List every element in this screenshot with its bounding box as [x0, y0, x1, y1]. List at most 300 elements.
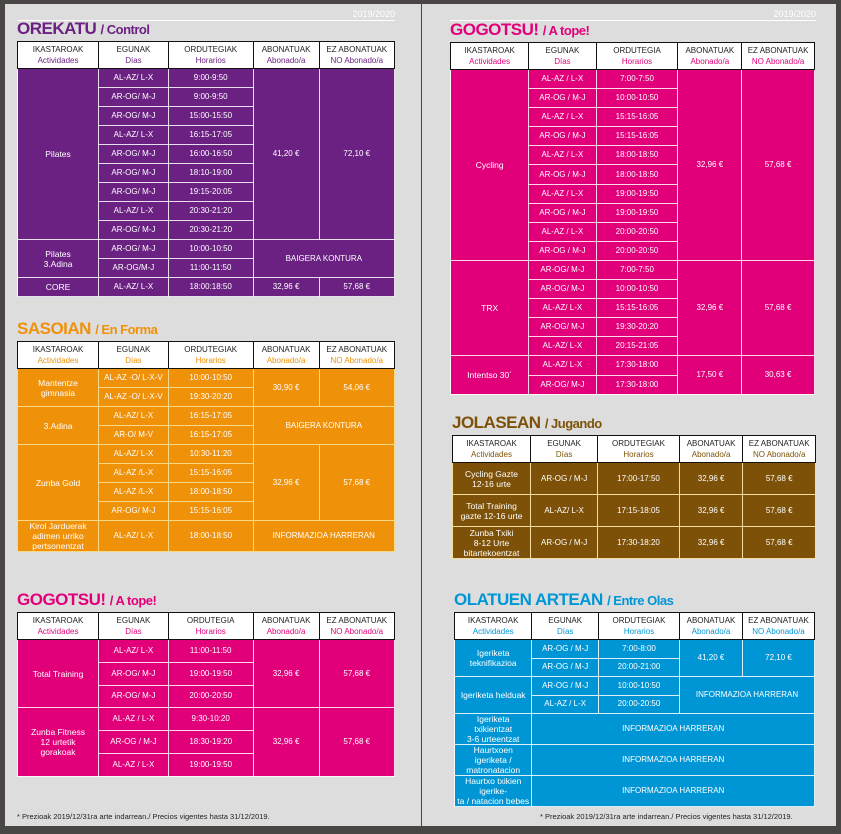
column-header: [451, 43, 529, 70]
time-cell: 20:00-20:50: [598, 695, 679, 714]
header-es: Actividades: [471, 450, 512, 459]
header-es: NO Abonado/a: [330, 356, 384, 365]
time-cell: 19:30-20:20: [168, 388, 253, 407]
member-price: 41,20 €: [253, 69, 319, 240]
table-row: [453, 527, 816, 559]
days-cell: AR-OG / M-J: [532, 677, 599, 696]
member-price: 32,96 €: [679, 527, 743, 559]
column-header: [18, 613, 99, 640]
time-cell: 20:00-20:50: [596, 222, 678, 241]
header-es: Abonado/a: [266, 627, 306, 636]
section-title-main: OREKATU: [17, 19, 97, 38]
column-header: [168, 342, 253, 369]
column-header: [596, 43, 678, 70]
activity-name: Haurtxoen igeriketa / matronatacion: [455, 745, 532, 776]
days-cell: AL-AZ/ L-X: [99, 445, 169, 464]
header-es: Horarios: [623, 450, 654, 459]
days-cell: AR-OG/ M-J: [529, 260, 596, 279]
column-header: [598, 613, 679, 640]
header-eu: ORDUTEGIAK: [184, 45, 238, 54]
year-label: 2019/2020: [17, 9, 395, 21]
time-cell: 18:00-18:50: [596, 146, 678, 165]
column-header: [678, 43, 742, 70]
member-price: 41,20 €: [679, 640, 742, 677]
time-cell: 18:00:18:50: [168, 278, 253, 297]
header-eu: IKASTAROAK: [32, 45, 84, 54]
activity-name: Cycling: [451, 70, 529, 261]
header-eu: ORDUTEGIAK: [184, 345, 238, 354]
activity-name: Mantentze gimnasia: [18, 369, 99, 407]
days-cell: AL-AZ/ L-X: [99, 521, 169, 552]
days-cell: AL-AZ /L-X: [99, 483, 169, 502]
section-title-main: GOGOTSU!: [450, 20, 539, 39]
days-cell: AR-OG/ M-J: [529, 318, 596, 337]
section-orekatu: [17, 19, 395, 297]
info-note: INFORMAZIOA HARRERAN: [679, 677, 814, 714]
section-subtitle: / En Forma: [95, 322, 158, 337]
member-price: 32,96 €: [679, 463, 743, 495]
activity-name: Intentso 30´: [451, 356, 529, 394]
section-olatuen: [454, 590, 815, 807]
column-header: [531, 436, 598, 463]
column-header: [319, 613, 394, 640]
info-note: BAIGERA KONTURA: [253, 240, 394, 278]
header-es: Días: [555, 450, 573, 459]
header-es: Días: [554, 57, 571, 66]
time-cell: 7:00-8:00: [598, 640, 679, 659]
activity-name: Pilates: [18, 69, 99, 240]
time-cell: 20:00-20:50: [168, 685, 253, 708]
section-sasoian: [17, 319, 395, 552]
days-cell: AR-OG / M-J: [99, 731, 169, 754]
days-cell: AR-O/ M-V: [99, 426, 169, 445]
header-eu: ORDUTEGIAK: [612, 616, 666, 625]
nonmember-price: 57,68 €: [319, 278, 394, 297]
nonmember-price: 57,68 €: [319, 445, 394, 521]
table-row: [455, 714, 815, 745]
time-cell: 20:15-21:05: [596, 337, 678, 356]
days-cell: AR-OG / M-J: [531, 527, 598, 559]
time-cell: 10:00-10:50: [598, 677, 679, 696]
time-cell: 9:00-9:50: [168, 69, 253, 88]
time-cell: 18:00-18:50: [168, 483, 253, 502]
header-eu: IKASTAROAK: [464, 46, 515, 55]
days-cell: AR-OG/ M-J: [99, 88, 169, 107]
column-header: [743, 436, 816, 463]
days-cell: AL-AZ/ L-X: [99, 126, 169, 145]
activity-name: Zunba Gold: [18, 445, 99, 521]
section-gogotsu-left: [17, 590, 395, 777]
section-title: [452, 413, 816, 435]
header-es: Días: [556, 627, 574, 636]
section-title: [454, 590, 815, 612]
days-cell: AR-OG / M-J: [532, 658, 599, 677]
days-cell: AL-AZ /L-X: [99, 464, 169, 483]
section-subtitle: / Jugando: [544, 416, 602, 431]
column-header: [18, 342, 99, 369]
header-es: Actividades: [469, 57, 511, 66]
header-row: [453, 436, 816, 463]
header-es: Actividades: [37, 627, 79, 636]
activity-name: Igeriketa helduak: [455, 677, 532, 714]
member-price: 32,96 €: [253, 708, 319, 776]
time-cell: 16:15-17:05: [168, 426, 253, 445]
table-row: [455, 776, 815, 807]
days-cell: AL-AZ / L-X: [532, 695, 599, 714]
section-gogotsu-right: [450, 20, 815, 395]
header-eu: ABONATUAK: [686, 616, 736, 625]
header-row: [455, 613, 815, 640]
header-eu: EZ ABONATUAK: [748, 616, 809, 625]
days-cell: AL-AZ/ L-X: [99, 278, 169, 297]
table-row: [18, 521, 395, 552]
days-cell: AR-OG / M-J: [531, 463, 598, 495]
time-cell: 18:00-18:50: [168, 521, 253, 552]
header-row: [18, 42, 395, 69]
table-row: [451, 70, 815, 89]
header-es: Horarios: [621, 57, 653, 66]
year-label: 2019/2020: [450, 9, 816, 21]
column-header: [453, 436, 531, 463]
header-eu: EGUNAK: [116, 345, 151, 354]
member-price: 32,96 €: [253, 445, 319, 521]
header-es: Abonado/a: [691, 627, 731, 636]
table-row: [455, 640, 815, 659]
header-es: Horarios: [195, 356, 226, 365]
table-row: [18, 278, 395, 297]
header-eu: EGUNAK: [548, 616, 583, 625]
header-es: NO Abonado/a: [752, 450, 806, 459]
column-header: [319, 342, 394, 369]
section-jolasean: [452, 413, 816, 559]
time-cell: 15:15-16:05: [168, 502, 253, 521]
time-cell: 10:00-10:50: [168, 369, 253, 388]
activity-name: Total Training gazte 12-16 urte: [453, 495, 531, 527]
nonmember-price: 57,68 €: [319, 708, 394, 776]
time-cell: 16:15-17:05: [168, 126, 253, 145]
column-header: [168, 42, 253, 69]
nonmember-price: 54,06 €: [319, 369, 394, 407]
time-cell: 19:00-19:50: [596, 203, 678, 222]
column-header: [455, 613, 532, 640]
activity-name: Zunba Txiki 8-12 Urte bitartekoentzat: [453, 527, 531, 559]
header-eu: EGUNAK: [545, 46, 580, 55]
header-eu: EZ ABONATUAK: [326, 45, 388, 54]
time-cell: 16:15-17:05: [168, 407, 253, 426]
days-cell: AR-OG/ M-J: [99, 685, 169, 708]
days-cell: AR-OG / M-J: [529, 165, 596, 184]
table-row: [18, 640, 395, 663]
time-cell: 7:00-7:50: [596, 260, 678, 279]
section-title: [450, 20, 815, 42]
member-price: 32,96 €: [679, 495, 743, 527]
time-cell: 10:30-11:20: [168, 445, 253, 464]
days-cell: AL-AZ/ L-X: [99, 202, 169, 221]
info-note: INFORMAZIOA HARRERAN: [253, 521, 394, 552]
time-cell: 18:00-18:50: [596, 165, 678, 184]
table-row: [455, 745, 815, 776]
header-eu: EZ ABONATUAK: [326, 345, 388, 354]
column-header: [529, 43, 596, 70]
days-cell: AL-AZ -O/ L-X-V: [99, 369, 169, 388]
schedule-table: [452, 435, 816, 559]
header-eu: EZ ABONATUAK: [748, 439, 810, 448]
header-eu: ABONATUAK: [261, 616, 311, 625]
schedule-table: [17, 341, 395, 552]
time-cell: 15:15-16:05: [596, 127, 678, 146]
column-header: [253, 613, 319, 640]
time-cell: 10:00-10:50: [168, 240, 253, 259]
column-header: [253, 42, 319, 69]
schedule-table: [450, 42, 815, 395]
header-eu: ABONATUAK: [685, 46, 735, 55]
column-header: [679, 613, 742, 640]
header-eu: EGUNAK: [547, 439, 581, 448]
time-cell: 9:30-10:20: [168, 708, 253, 731]
days-cell: AL-AZ / L-X: [99, 753, 169, 776]
section-title-main: JOLASEAN: [452, 413, 541, 432]
days-cell: AR-OG / M-J: [529, 127, 596, 146]
table-row: [18, 69, 395, 88]
time-cell: 11:00-11:50: [168, 640, 253, 663]
table-row: [18, 445, 395, 464]
days-cell: AR-OG / M-J: [529, 203, 596, 222]
days-cell: AR-OG / M-J: [532, 640, 599, 659]
activity-name: Haurtxo txikien igerike- ta / natacion bebes: [455, 776, 532, 807]
time-cell: 9:00-9:50: [168, 88, 253, 107]
section-title: [17, 590, 395, 612]
header-eu: ABONATUAK: [686, 439, 736, 448]
schedule-table: [17, 612, 395, 777]
header-es: Abonado/a: [690, 57, 730, 66]
header-eu: EGUNAK: [116, 616, 151, 625]
time-cell: 19:00-19:50: [596, 184, 678, 203]
header-row: [18, 613, 395, 640]
column-header: [99, 342, 169, 369]
nonmember-price: 57,68 €: [319, 640, 394, 708]
nonmember-price: 57,68 €: [742, 260, 815, 355]
column-header: [18, 42, 99, 69]
header-es: Días: [125, 356, 142, 365]
time-cell: 10:00-10:50: [596, 280, 678, 299]
activity-name: Total Training: [18, 640, 99, 708]
days-cell: AR-OG/ M-J: [99, 183, 169, 202]
time-cell: 20:30-21:20: [168, 221, 253, 240]
section-subtitle: / Entre Olas: [607, 593, 674, 608]
time-cell: 19:30-20:20: [596, 318, 678, 337]
column-header: [99, 613, 169, 640]
time-cell: 20:00-21:00: [598, 658, 679, 677]
column-header: [532, 613, 599, 640]
section-title: [17, 19, 395, 41]
days-cell: AL-AZ/ L-X: [531, 495, 598, 527]
time-cell: 15:15-16:05: [596, 299, 678, 318]
table-row: [18, 240, 395, 259]
activity-name: Pilates 3.Adina: [18, 240, 99, 278]
info-note: INFORMAZIOA HARRERAN: [532, 714, 815, 745]
column-header: [319, 42, 394, 69]
table-row: [455, 677, 815, 696]
table-row: [453, 495, 816, 527]
column-header: [679, 436, 743, 463]
header-eu: ABONATUAK: [261, 345, 311, 354]
section-title: [17, 319, 395, 341]
header-es: Horarios: [623, 627, 655, 636]
time-cell: 17:30-18:00: [596, 375, 678, 394]
activity-name: Igeriketa txikientzat 3-6 urteentzat: [455, 714, 532, 745]
column-header: [742, 613, 814, 640]
header-es: Días: [125, 56, 142, 65]
section-title-main: SASOIAN: [17, 319, 91, 338]
days-cell: AL-AZ/ L-X: [529, 299, 596, 318]
header-es: Horarios: [195, 56, 226, 65]
member-price: 32,96 €: [678, 260, 742, 355]
time-cell: 19:00-19:50: [168, 662, 253, 685]
section-title-main: OLATUEN ARTEAN: [454, 590, 603, 609]
table-row: [18, 369, 395, 388]
activity-name: Zunba Fitness 12 urtetik gorakoak: [18, 708, 99, 776]
header-es: NO Abonado/a: [330, 627, 384, 636]
days-cell: AR-OG/ M-J: [99, 107, 169, 126]
time-cell: 19:00-19:50: [168, 753, 253, 776]
time-cell: 15:15-16:05: [168, 464, 253, 483]
header-es: NO Abonado/a: [330, 56, 384, 65]
column-header: [253, 342, 319, 369]
member-price: 32,96 €: [253, 278, 319, 297]
nonmember-price: 72,10 €: [742, 640, 814, 677]
info-note: INFORMAZIOA HARRERAN: [532, 745, 815, 776]
time-cell: 7:00-7:50: [596, 70, 678, 89]
nonmember-price: 72,10 €: [319, 69, 394, 240]
time-cell: 17:00-17:50: [598, 463, 680, 495]
days-cell: AL-AZ / L-X: [529, 222, 596, 241]
days-cell: AR-OG/ M-J: [529, 280, 596, 299]
header-es: Horarios: [195, 627, 226, 636]
days-cell: AR-OG/M-J: [99, 259, 169, 278]
member-price: 32,96 €: [678, 70, 742, 261]
time-cell: 20:00-20:50: [596, 241, 678, 260]
days-cell: AR-OG/ M-J: [99, 221, 169, 240]
activity-name: Igeriketa teknifikazioa: [455, 640, 532, 677]
schedule-table: [17, 41, 395, 297]
days-cell: AR-OG/ M-J: [99, 662, 169, 685]
header-eu: IKASTAROAK: [32, 345, 84, 354]
time-cell: 15:15-16:05: [596, 108, 678, 127]
table-row: [18, 407, 395, 426]
days-cell: AL-AZ -O/ L-X-V: [99, 388, 169, 407]
footnote: * Prezioak 2019/12/31ra arte indarrean./ Precios vigentes hasta 31/12/2019.: [17, 812, 270, 821]
header-es: Actividades: [37, 356, 79, 365]
days-cell: AR-OG/ M-J: [99, 240, 169, 259]
days-cell: AL-AZ/ L-X: [99, 69, 169, 88]
header-es: Días: [125, 627, 142, 636]
activity-name: Cycling Gazte 12-16 urte: [453, 463, 531, 495]
header-eu: ABONATUAK: [261, 45, 311, 54]
table-row: [451, 260, 815, 279]
header-es: NO Abonado/a: [751, 57, 805, 66]
header-row: [18, 342, 395, 369]
nonmember-price: 57,68 €: [743, 527, 816, 559]
activity-name: Kirol Jarduerak adimen urriko pertsonentzat: [18, 521, 99, 552]
header-es: Abonado/a: [691, 450, 731, 459]
column-header: [598, 436, 680, 463]
days-cell: AL-AZ/ L-X: [529, 356, 596, 375]
column-header: [99, 42, 169, 69]
time-cell: 17:30-18:00: [596, 356, 678, 375]
time-cell: 18:10-19:00: [168, 164, 253, 183]
schedule-table: [454, 612, 815, 807]
member-price: 32,96 €: [253, 640, 319, 708]
header-es: NO Abonado/a: [752, 627, 805, 636]
member-price: 30,90 €: [253, 369, 319, 407]
info-note: INFORMAZIOA HARRERAN: [532, 776, 815, 807]
time-cell: 17:15-18:05: [598, 495, 680, 527]
header-eu: ORDUTEGIAK: [612, 439, 665, 448]
header-eu: EZ ABONATUAK: [326, 616, 388, 625]
header-es: Actividades: [472, 627, 514, 636]
member-price: 17,50 €: [678, 356, 742, 394]
days-cell: AL-AZ / L-X: [99, 708, 169, 731]
days-cell: AL-AZ / L-X: [529, 108, 596, 127]
table-row: [451, 356, 815, 375]
days-cell: AR-OG / M-J: [529, 241, 596, 260]
nonmember-price: 57,68 €: [742, 70, 815, 261]
days-cell: AL-AZ/ L-X: [99, 640, 169, 663]
header-eu: IKASTAROAK: [466, 439, 517, 448]
header-eu: IKASTAROAK: [467, 616, 519, 625]
column-header: [168, 613, 253, 640]
time-cell: 11:00-11:50: [168, 259, 253, 278]
section-title-main: GOGOTSU!: [17, 590, 106, 609]
table-row: [18, 708, 395, 731]
days-cell: AR-OG/ M-J: [529, 375, 596, 394]
header-es: Actividades: [37, 56, 79, 65]
header-eu: IKASTAROAK: [32, 616, 84, 625]
footnote: * Prezioak 2019/12/31ra arte indarrean./ Precios vigentes hasta 31/12/2019.: [540, 812, 793, 821]
nonmember-price: 30,63 €: [742, 356, 815, 394]
column-header: [742, 43, 815, 70]
days-cell: AL-AZ / L-X: [529, 184, 596, 203]
days-cell: AR-OG/ M-J: [99, 164, 169, 183]
section-subtitle: / Control: [100, 22, 150, 37]
time-cell: 15:00-15:50: [168, 107, 253, 126]
days-cell: AR-OG / M-J: [529, 89, 596, 108]
nonmember-price: 57,68 €: [743, 463, 816, 495]
header-eu: ORDUTEGIA: [613, 46, 661, 55]
header-es: Abonado/a: [266, 356, 306, 365]
activity-name: TRX: [451, 260, 529, 355]
section-subtitle: / A tope!: [109, 593, 157, 608]
activity-name: CORE: [18, 278, 99, 297]
nonmember-price: 57,68 €: [743, 495, 816, 527]
table-row: [453, 463, 816, 495]
days-cell: AR-OG/ M-J: [99, 145, 169, 164]
days-cell: AR-OG/ M-J: [99, 502, 169, 521]
time-cell: 20:30-21:20: [168, 202, 253, 221]
days-cell: AL-AZ / L-X: [529, 70, 596, 89]
activity-name: 3.Adina: [18, 407, 99, 445]
time-cell: 10:00-10:50: [596, 89, 678, 108]
section-subtitle: / A tope!: [542, 23, 590, 38]
days-cell: AL-AZ / L-X: [529, 146, 596, 165]
header-row: [451, 43, 815, 70]
time-cell: 19:15-20:05: [168, 183, 253, 202]
header-eu: EZ ABONATUAK: [747, 46, 809, 55]
header-es: Abonado/a: [266, 56, 306, 65]
info-note: BAIGERA KONTURA: [253, 407, 394, 445]
days-cell: AL-AZ/ L-X: [99, 407, 169, 426]
header-eu: ORDUTEGIA: [186, 616, 235, 625]
